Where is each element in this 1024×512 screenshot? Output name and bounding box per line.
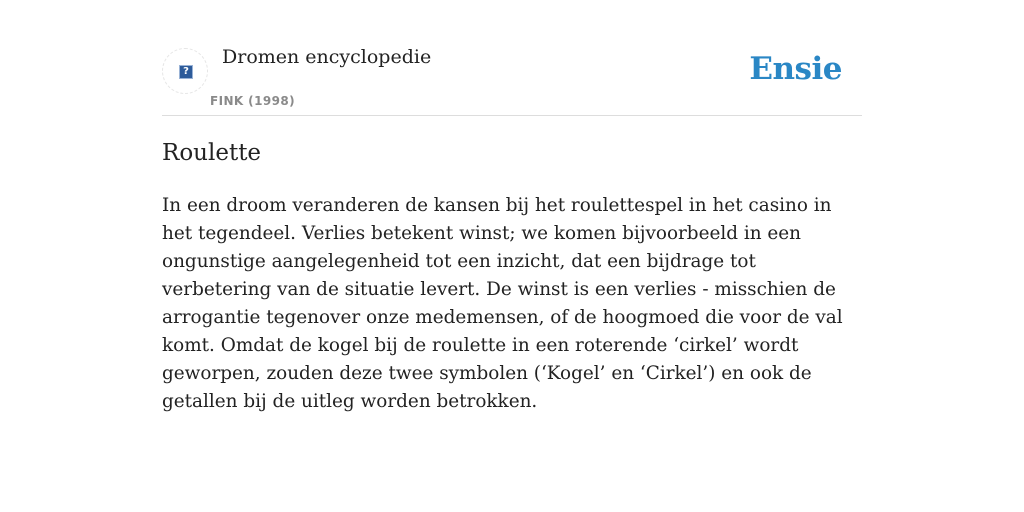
brand-logo[interactable]: Ensie [749,51,842,87]
entry-body: In een droom veranderen de kansen bij het roulettespel in het casino in het tegendeel. Verlies betekent winst; we komen bijvoorbeeld in een ongunstige aangelegenheid tot een inzicht, dat een bijdrage tot verbetering van de situatie levert. De winst is een verlies - misschien de arrogantie tegenover onze medemensen, of de hoogmoed die voor de val komt. Omdat de kogel bij de roulette in een roterende ‘cirkel’ wordt geworpen, zouden deze twee symbolen (‘Kogel’ en ‘Cirkel’) en ook de getallen bij de uitleg worden betrokken. [162,195,843,412]
entry-title: Roulette [162,140,262,166]
source-title[interactable]: Dromen encyclopedie [222,46,432,68]
source-avatar[interactable] [162,48,208,94]
question-mark-icon: ? [179,65,193,79]
source-author[interactable]: FINK (1998) [210,94,295,108]
source-header [162,40,862,116]
